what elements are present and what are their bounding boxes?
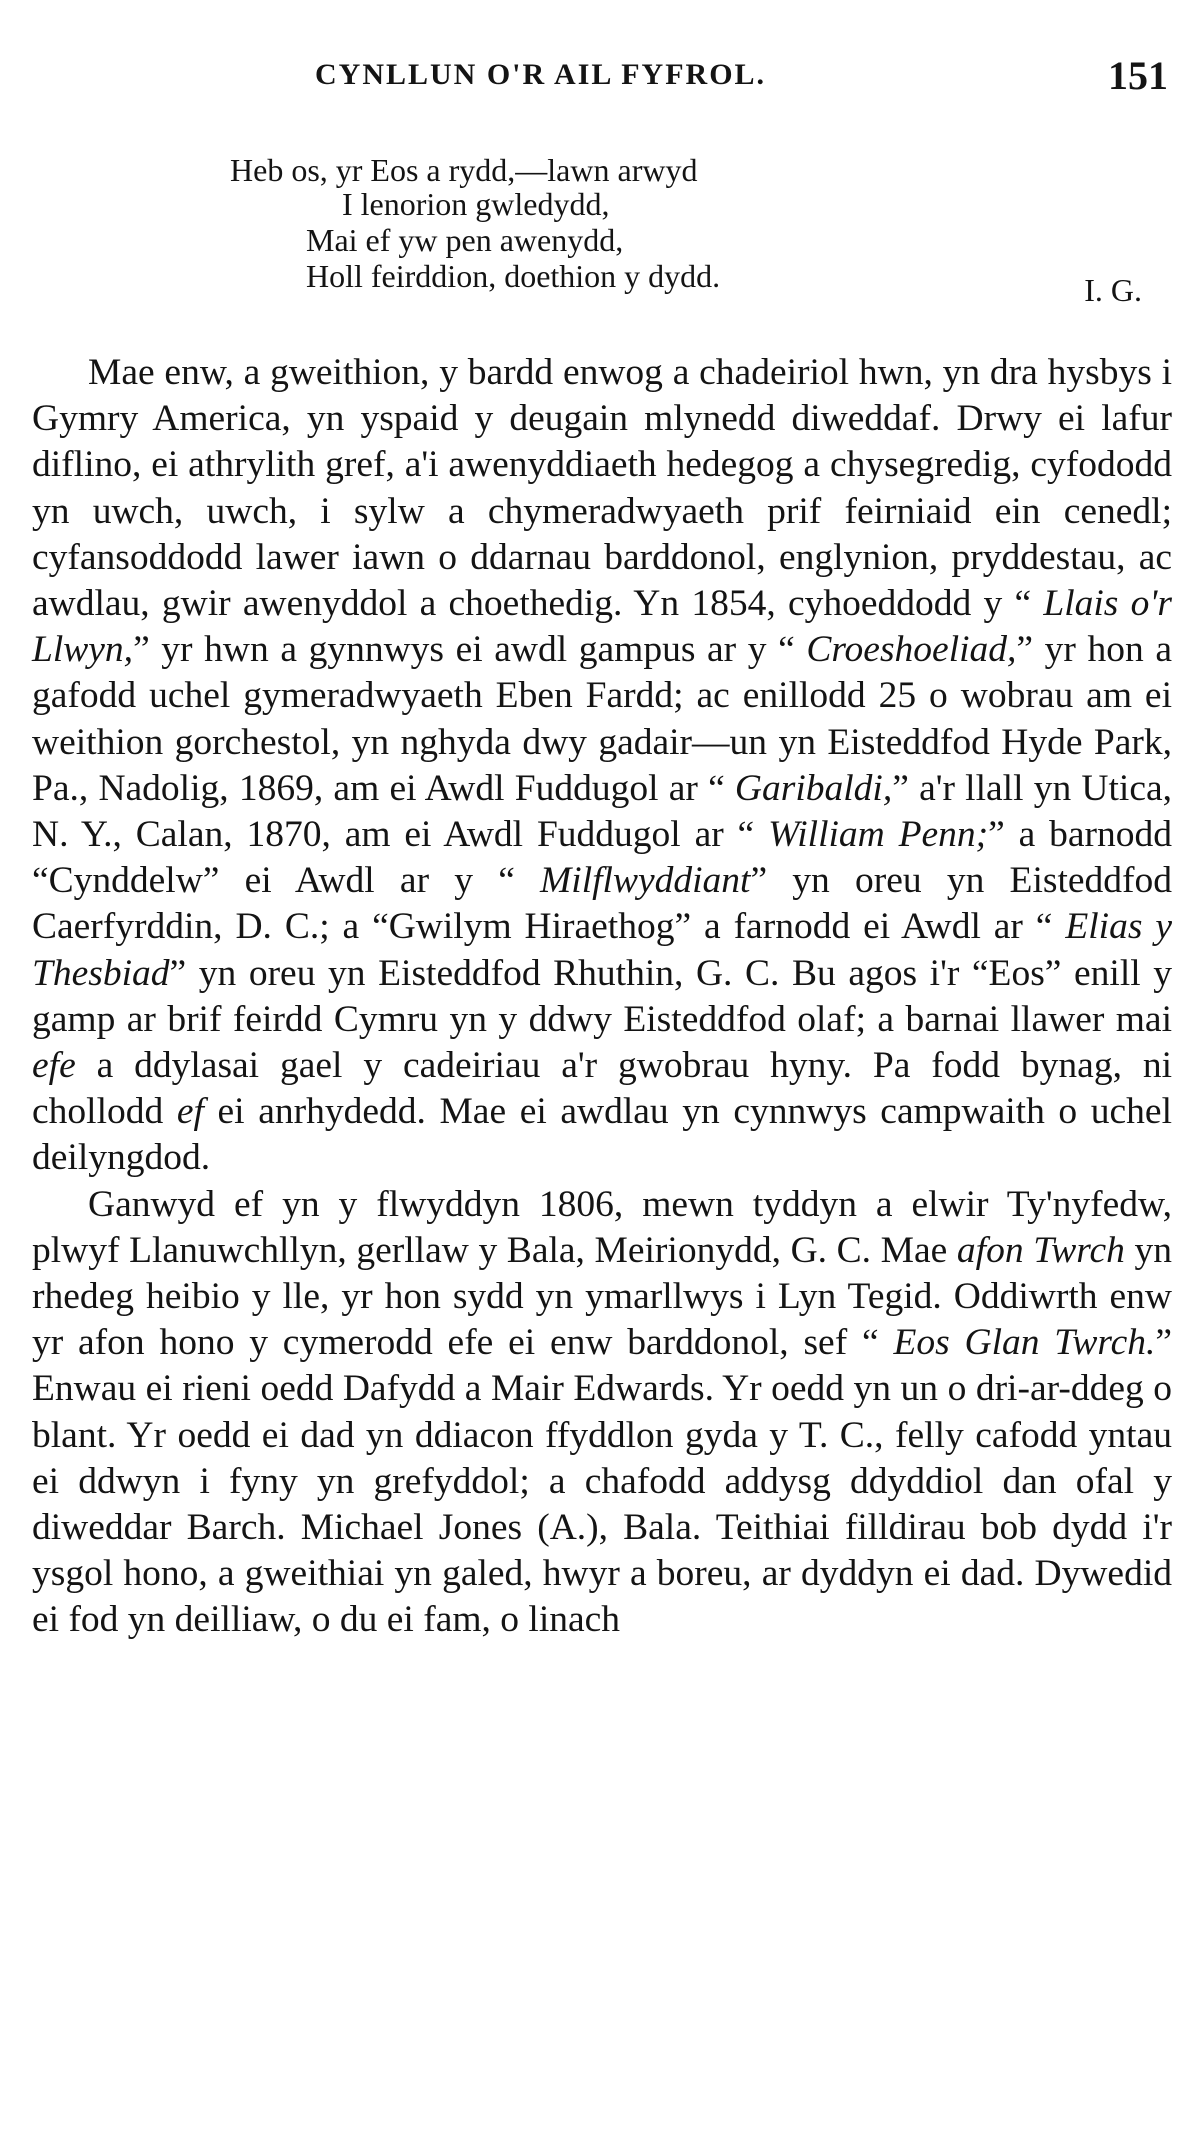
italic-text: Llais o'r Llwyn,: [32, 583, 1172, 671]
running-header: [0, 52, 1204, 112]
italic-text: Garibaldi,: [734, 767, 893, 809]
page-number: 151: [1108, 53, 1168, 98]
verse-line: I lenorion gwledydd,: [342, 186, 610, 222]
text-run: yn rhedeg heibio y lle, yr hon sydd yn ymarllwys i Lyn Tegid. Oddiwrth enw yr afon hono y cymerodd efe ei enw barddonol, sef “: [32, 1229, 1172, 1364]
text-run: ” yn oreu yn Eisteddfod Rhuthin, G. C. Bu agos i'r “Eos” enill y gamp ar brif feirdd Cymru yn y ddwy Eisteddfod olaf; a barnai llawer mai: [32, 952, 1172, 1040]
verse-attribution: I. G.: [1084, 272, 1142, 308]
paragraph: [32, 1182, 1172, 1644]
paragraph: [32, 350, 1172, 1182]
text-run: Ganwyd ef yn y flwyddyn 1806, mewn tyddyn a elwir Ty'nyfedw, plwyf Llanuwchllyn, gerllaw y Bala, Meirionydd, G. C. Mae: [32, 1183, 1172, 1271]
italic-text: Milflwyddiant: [540, 860, 751, 902]
italic-text: Eos Glan Twrch.: [893, 1322, 1156, 1364]
verse-line: Holl feirddion, doethion y dydd.: [306, 258, 721, 294]
italic-text: William Penn;: [768, 814, 989, 856]
text-run: ” Enwau ei rieni oedd Dafydd a Mair Edwards. Yr oedd yn un o dri-ar-ddeg o blant. Yr oedd ei dad yn ddiacon ffyddlon gyda y T. C., felly cafodd yntau ei ddwyn i fyny yn grefyddol; a chafodd addysg ddyddiol dan ofal y diweddar Barch. Michael Jones (A.), Bala. Teithiai filldirau bob dydd i'r ysgol hono, a gweithiai yn galed, hwyr a boreu, ar dyddyn ei dad. Dywedid ei fod yn deilliaw, o du ei fam, o linach: [32, 1322, 1172, 1641]
italic-text: Elias y Thesbiad: [32, 906, 1172, 994]
text-run: ei anrhydedd. Mae ei awdlau yn cynnwys campwaith o uchel deilyngdod.: [32, 1091, 1172, 1179]
verse-line: Heb os, yr Eos a rydd,—lawn arwyd: [230, 152, 698, 188]
italic-text: ef: [176, 1091, 204, 1133]
italic-text: afon Twrch: [956, 1229, 1125, 1271]
text-run: a ddylasai gael y cadeiriau a'r gwobrau hyny. Pa fodd bynag, ni chollodd: [32, 1045, 1172, 1133]
text-run: Mae enw, a gweithion, y bardd enwog a chadeiriol hwn, yn dra hysbys i Gymry America, yn yspaid y deugain mlynedd diweddaf. Drwy ei lafur diflino, ei athrylith gref, a'i awenyddiaeth hedegog a chysegredig, cyfododd yn uwch, uwch, i sylw a chymeradwyaeth prif feirniaid ein cenedl; cyfansoddodd lawer iawn o ddarnau barddonol, englynion, pryddestau, ac awdlau, gwir awenyddol a choethedig. Yn 1854, cyhoeddodd y “: [32, 352, 1172, 625]
running-title: CYNLLUN O'R AIL FYFROL.: [315, 58, 767, 91]
text-run: ” yr hwn a gynnwys ei awdl gampus ar y “: [133, 629, 807, 671]
italic-text: efe: [32, 1045, 76, 1087]
body-text: [32, 350, 1172, 1644]
italic-text: Croeshoeliad,: [806, 629, 1017, 671]
text-run: ” a barnodd “Cynddelw” ei Awdl ar y “: [32, 814, 1173, 902]
text-run: ” yr hon a gafodd uchel gymeradwyaeth Eben Fardd; ac enillodd 25 o wobrau am ei weithion gorchestol, yn nghyda dwy gadair—un yn Eisteddfod Hyde Park, Pa., Nadolig, 1869, am ei Awdl Fuddugol ar “: [32, 629, 1172, 809]
verse-line: Mai ef yw pen awenydd,: [306, 222, 624, 258]
text-run: ” a'r llall yn Utica, N. Y., Calan, 1870, am ei Awdl Fuddugol ar “: [32, 767, 1172, 856]
text-run: ” yn oreu yn Eisteddfod Caerfyrddin, D. C.; a “Gwilym Hiraethog” a farnodd ei Awdl ar “: [32, 860, 1173, 948]
